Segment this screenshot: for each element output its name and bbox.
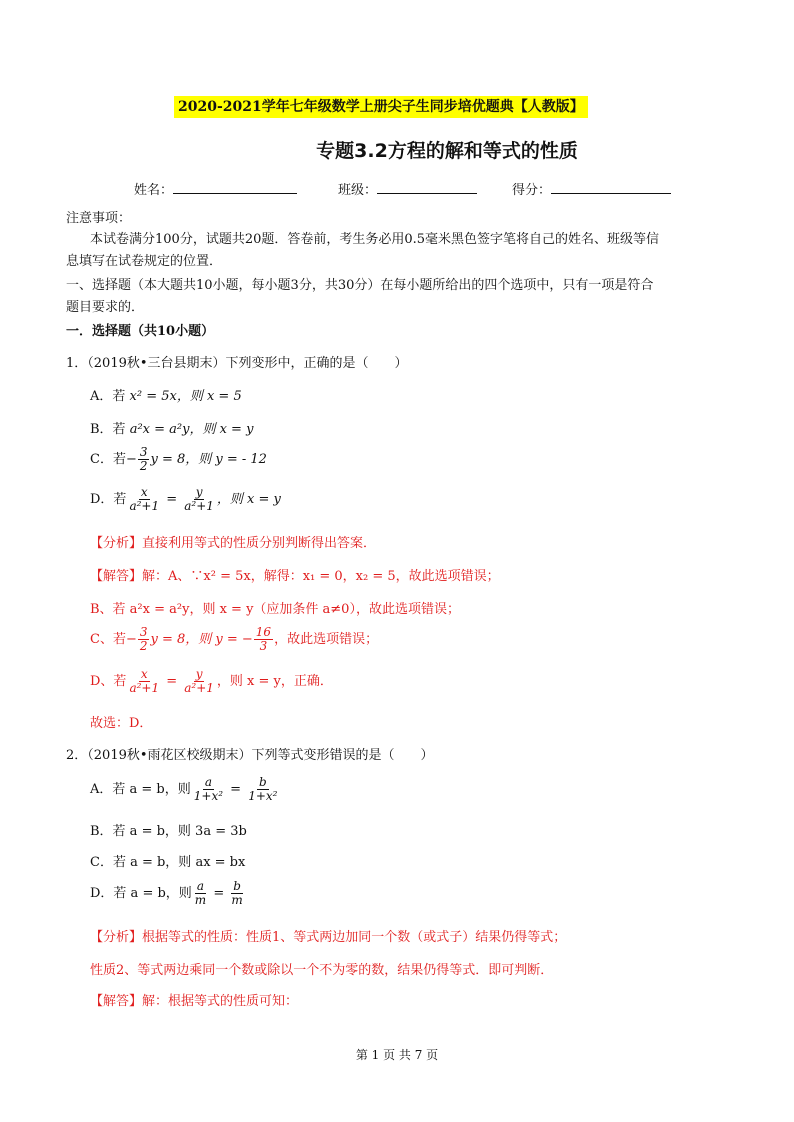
q2-a-fraction-1 — [192, 776, 225, 803]
q1-solution-d — [90, 668, 333, 695]
q1-sol-d-fraction-1 — [127, 668, 161, 695]
q1-c-post: y = 8，则 y = ‐ 12 — [150, 452, 267, 467]
q1-sol-c-fraction-1 — [138, 626, 150, 653]
q1-sol-d-num1: x — [140, 667, 148, 681]
name-blank[interactable] — [173, 179, 297, 194]
class-label: 班级： — [338, 183, 378, 198]
q2-a-num2: b — [259, 775, 267, 789]
score-blank[interactable] — [551, 179, 671, 194]
q1-d-eq: = — [162, 492, 182, 507]
q1-sol-d-num2: y — [195, 667, 203, 681]
q1-sol-c-fraction-2 — [254, 626, 273, 653]
q2-option-a — [90, 776, 281, 803]
q2-d-num1: a — [196, 879, 205, 893]
notice-heading: 注意事项： — [66, 211, 132, 226]
q1-sol-c-den: 2 — [139, 639, 148, 653]
q1-answer: 故选：D． — [90, 716, 153, 731]
q1-sol-d-fraction-2 — [182, 668, 216, 695]
q1-solution-c — [90, 626, 378, 653]
class-blank[interactable] — [377, 179, 477, 194]
q1-sol-c-num: 3 — [139, 625, 148, 639]
q1-c-prefix: C．若− — [90, 452, 137, 467]
q2-d-eq: = — [209, 886, 229, 901]
q2-option-d — [90, 880, 246, 907]
q1-d-fraction-1 — [127, 486, 161, 513]
notice-line2: 息填写在试卷规定的位置． — [66, 254, 223, 269]
q1-a-expr: x² = 5x，则 x = 5 — [129, 389, 242, 404]
q2-a-fraction-2 — [246, 776, 279, 803]
q2-d-fraction-1 — [193, 880, 208, 907]
q1-stem: 1．（2019秋•三台县期末）下列变形中，正确的是（ ） — [66, 356, 408, 371]
q1-sol-d-prefix: D、若 — [90, 674, 127, 689]
q2-a-den1: 1+x² — [193, 789, 224, 803]
q1-d-den2: a²+1 — [184, 499, 214, 513]
q2-d-den2: m — [231, 893, 243, 907]
q1-sol-c-prefix: C、若− — [90, 632, 137, 647]
q1-sol-c-num2: 16 — [255, 625, 272, 639]
q2-d-num2: b — [233, 879, 241, 893]
q1-option-b — [90, 418, 253, 437]
q1-d-post: ，则 x = y — [216, 492, 281, 507]
q1-sol-c-den2: 3 — [259, 639, 268, 653]
q1-solution-a: 【解答】解：A、∵x² = 5x，解得：x₁ = 0，x₂ = 5，故此选项错误； — [90, 569, 500, 584]
q2-a-den2: 1+x² — [248, 789, 278, 803]
q2-stem: 2．（2019秋•雨花区校级期末）下列等式变形错误的是（ ） — [66, 748, 434, 763]
q2-a-eq: = — [226, 782, 246, 797]
q1-c-den: 2 — [139, 459, 148, 473]
q2-option-b: B．若 a = b，则 3a = 3b — [90, 824, 247, 839]
q1-sol-c-mid: y = 8，则 y = − — [150, 632, 253, 647]
notice-line1: 本试卷满分100分，试题共20题．答卷前，考生务必用0.5毫米黑色签字笔将自己的姓名、班级等信 — [90, 232, 660, 247]
q1-sol-d-den1: a²+1 — [129, 681, 160, 695]
q2-d-prefix: D．若 a = b，则 — [90, 886, 192, 901]
name-label: 姓名： — [134, 183, 174, 198]
q1-sol-d-post: ，则 x = y，正确． — [216, 674, 333, 689]
q1-b-expr: a²x = a²y，则 x = y — [129, 422, 254, 437]
score-field — [512, 179, 671, 198]
q1-b-prefix: B．若 — [90, 422, 130, 437]
q2-a-num1: a — [204, 775, 212, 789]
q2-option-c: C．若 a = b，则 ax = bx — [90, 855, 246, 870]
q1-option-d — [90, 486, 281, 513]
q1-a-prefix: A．若 — [90, 389, 130, 404]
score-label: 得分： — [512, 183, 552, 198]
q1-sol-c-post: ，故此选项错误； — [274, 632, 379, 647]
class-field — [338, 179, 477, 198]
q1-analysis: 【分析】直接利用等式的性质分别判断得出答案． — [90, 536, 377, 551]
section-subheading: 一．选择题（共10小题） — [66, 324, 215, 339]
q1-d-prefix: D．若 — [90, 492, 127, 507]
q1-d-num2: y — [195, 485, 203, 499]
page-title — [0, 136, 794, 163]
q2-d-den1: m — [194, 893, 207, 907]
name-field — [134, 179, 297, 198]
q2-d-fraction-2 — [229, 880, 244, 907]
q1-c-fraction — [138, 446, 150, 473]
q2-analysis-line1: 【分析】根据等式的性质：性质1、等式两边加同一个数（或式子）结果仍得等式； — [90, 930, 567, 945]
q1-option-c — [90, 446, 267, 473]
q2-a-prefix: A．若 a = b，则 — [90, 782, 191, 797]
q1-d-den1: a²+1 — [129, 499, 160, 513]
q1-sol-d-eq: = — [162, 674, 182, 689]
q1-c-num: 3 — [139, 445, 148, 459]
q1-d-num1: x — [140, 485, 148, 499]
q1-solution-b: B、若 a²x = a²y，则 x = y（应加条件 a≠0），故此选项错误； — [90, 602, 460, 617]
section-line1: 一、选择题（本大题共10小题，每小题3分，共30分）在每小题所给出的四个选项中，只有一项是符合 — [66, 278, 654, 293]
section-line2: 题目要求的． — [66, 300, 145, 315]
q2-solution: 【解答】解：根据等式的性质可知： — [90, 994, 299, 1009]
q1-d-fraction-2 — [182, 486, 216, 513]
q1-sol-d-den2: a²+1 — [184, 681, 214, 695]
q1-option-a — [90, 385, 242, 404]
q2-analysis-line2: 性质2、等式两边乘同一个数或除以一个不为零的数，结果仍得等式．即可判断． — [90, 963, 554, 978]
series-banner: 2020-2021学年七年级数学上册尖子生同步培优题典【人教版】 — [174, 96, 588, 118]
title-text: 专题3.2方程的解和等式的性质 — [316, 140, 578, 162]
page-footer: 第 1 页 共 7 页 — [355, 1048, 439, 1062]
